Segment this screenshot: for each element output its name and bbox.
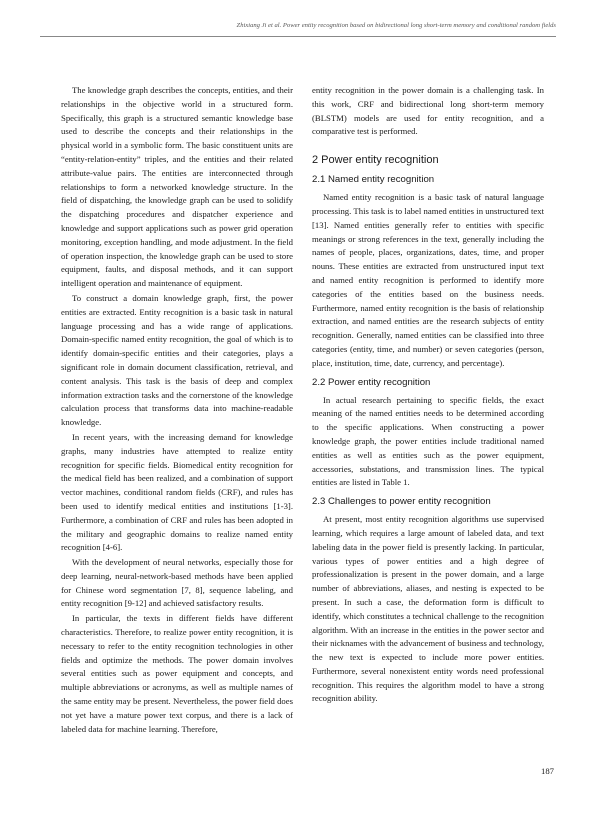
paragraph: At present, most entity recognition algorithms use supervised learning, which requires a large amount of labeled data, and text labeling data in the power field is presently lacking. In particular, various types of power entities and a high degree of professionalization is present in the power domain, and a large number of abbreviations, aliases, and nesting is expected to be present. In such a case, the deformation form is difficult to identify, which constitutes a technical challenge to the recognition algorithm. With an increase in the entities in the power sector and their nicknames with the advancement of business and technology, the new text is expected to include more power entities. Furthermore, several nonexistent entity words need professional recognition. This requires the algorithm model to have a strong recognition ability.	[312, 514, 544, 704]
running-header: Zhixiang Ji et al. Power entity recognition based on bidirectional long short-term memory and conditional random fields	[236, 22, 556, 29]
header-rule	[40, 36, 556, 37]
paragraph: In recent years, with the increasing demand for knowledge graphs, many industries have attempted to realize entity recognition for specific fields. Biomedical entity recognition for the medical field has been realized, and a combination of support vector machines, conditional random fields (CRF), and rules has been used to identify medical entities and institutions [1-3]. Furthermore, a combination of CRF and rules has been adopted in the military and geographic domains to realize named entity recognition [4-6].	[61, 431, 293, 553]
subsection-heading: 2.1 Named entity recognition	[312, 174, 435, 186]
right-column	[312, 84, 544, 706]
paragraph: In particular, the texts in different fields have different characteristics. Therefore, to realize power entity recognition, it is necessary to refer to the entity recognition technologies in other fields and optimize the methods. The power domain involves several entities such as power equipment and concepts, and multiple abbreviations or acronyms, as well as multiple names of the same entity may be present. Nevertheless, the power field does not yet have a mature power text corpus, and there is a lack of labeled data for machine learning. Therefore,	[61, 613, 293, 734]
page-number: 187	[540, 766, 554, 776]
left-column	[61, 84, 293, 736]
paragraph: In actual research pertaining to specific fields, the exact meaning of the named entities needs to be determined according to the specific applications. When constructing a power knowledge graph, the power entities include traditional named entities as well as entities such as the power equipment, accessories, substations, and transmission lines. The typical entities are listed in Table 1.	[312, 394, 544, 488]
subsection-heading: 2.2 Power entity recognition	[312, 376, 431, 388]
paragraph: Named entity recognition is a basic task of natural language processing. This task is to label named entities in unstructured text [13]. Named entities generally refer to entities with specific meanings or strong references in the text, generally including the names of people, places, organizations, dates, time, and proper nouns. These entities are extracted from unstructured input text and named entity recognition is performed to identify more categories of the entities based on the business needs. Furthermore, named entity recognition is the basis of relationship extraction, and named entities are the research subjects of entity recognition. Generally, named entities can be classified into three categories (entity, time, and number) or seven categories (person, place, institution, time, date, currency, and percentage).	[312, 192, 544, 368]
paragraph: The knowledge graph describes the concepts, entities, and their relationships in the objective world in a structured form. Specifically, this graph is a structured semantic knowledge base used to describe the concepts and their relationships in the physical world in a symbolic form. The basic constituent units are “entity-relation-entity” triples, and the entities and their related attribute-value pairs. The entities are interconnected through relationships to form a networked knowledge structure. In the field of dispatching, the knowledge graph can be used to solidify the dispatching procedures and dispatcher experience and knowledge and support applications such as power grid operation monitoring, exception handling, and mode adjustment. In the field of operation inspection, the knowledge graph can be used to store equipment, faults, and disposal methods, and it can support intelligent operation and maintenance of equipment.	[61, 85, 293, 289]
paragraph: With the development of neural networks, especially those for deep learning, neural-network-based methods have been applied for Chinese word segmentation [7, 8], sequence labeling, and entity recognition [9-12] and achieved satisfactory results.	[61, 557, 293, 609]
paragraph: To construct a domain knowledge graph, first, the power entities are extracted. Entity recognition is a basic task in natural language processing and has a wide range of applications. Domain-specific named entity recognition, the goal of which is to identify domain-specific entities and their categories, plays a significant role in domain document classification, retrieval, and content analysis. This task is the basis of deep and complex information extraction tasks and the cornerstone of the knowledge calculation process that transforms data into machine-readable knowledge.	[61, 292, 293, 428]
paragraph-continuation: entity recognition in the power domain is a challenging task. In this work, CRF and bidirectional long short-term memory (BLSTM) models are used for entity recognition, and a comparative test is performed.	[312, 85, 544, 137]
subsection-heading: 2.3 Challenges to power entity recognition	[312, 496, 491, 508]
section-heading: 2 Power entity recognition	[312, 154, 439, 167]
